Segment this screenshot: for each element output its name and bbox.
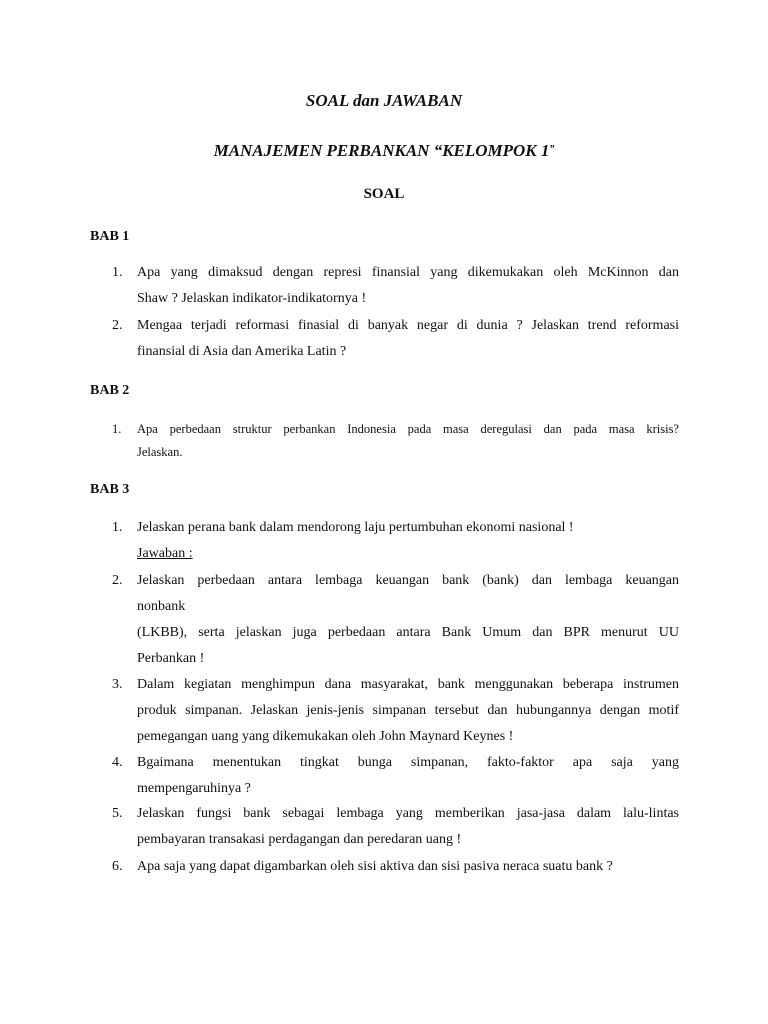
question-line: Mengaa terjadi reformasi finasial di banyak negar di dunia ? Jelaskan trend reformasi	[137, 318, 679, 333]
question-number: 1.	[112, 265, 123, 280]
question-line: nonbank	[137, 599, 186, 614]
question-line: Jelaskan fungsi bank sebagai lembaga yang memberikan jasa-jasa dalam lalu-lintas	[137, 806, 679, 821]
question-line: Bgaimana menentukan tingkat bunga simpanan, fakto-faktor apa saja yang	[137, 755, 679, 770]
question-line: (LKBB), serta jelaskan juga perbedaan antara Bank Umum dan BPR menurut UU	[137, 625, 679, 640]
question-line: Shaw ? Jelaskan indikator-indikatornya !	[137, 291, 367, 306]
question-number: 1.	[112, 422, 122, 436]
question-line: mempengaruhinya ?	[137, 781, 251, 796]
question-line: pemegangan uang yang dikemukakan oleh John Maynard Keynes !	[137, 729, 514, 744]
question-number: 2.	[112, 573, 123, 588]
bab1-heading: BAB 1	[90, 229, 130, 244]
question-number: 6.	[112, 859, 123, 874]
question-number: 1.	[112, 520, 123, 535]
bab3-heading: BAB 3	[90, 482, 130, 497]
subtitle-closing-quote: ”	[549, 144, 555, 155]
section-heading: SOAL	[363, 186, 405, 202]
question-line: produk simpanan. Jelaskan jenis-jenis simpanan tersebut dan hubungannya dengan motif	[137, 703, 679, 718]
question-line: Perbankan !	[137, 651, 205, 666]
answer-label: Jawaban :	[137, 546, 193, 561]
subtitle-text: MANAJEMEN PERBANKAN “KELOMPOK 1	[213, 141, 550, 160]
document-subtitle	[0, 141, 768, 161]
question-number: 2.	[112, 318, 123, 333]
question-line: Jelaskan perbedaan antara lembaga keuangan bank (bank) dan lembaga keuangan	[137, 573, 679, 588]
question-line: pembayaran transakasi perdagangan dan peredaran uang !	[137, 832, 462, 847]
question-line: Jelaskan.	[137, 445, 183, 459]
question-line: Apa saja yang dapat digambarkan oleh sisi aktiva dan sisi pasiva neraca suatu bank ?	[137, 859, 613, 874]
bab2-heading: BAB 2	[90, 383, 130, 398]
question-line: Dalam kegiatan menghimpun dana masyarakat, bank menggunakan beberapa instrumen	[137, 677, 679, 692]
question-line: Apa perbedaan struktur perbankan Indonesia pada masa deregulasi dan pada masa krisis?	[137, 422, 679, 436]
question-number: 3.	[112, 677, 123, 692]
question-number: 4.	[112, 755, 123, 770]
question-line: Jelaskan perana bank dalam mendorong laju pertumbuhan ekonomi nasional !	[137, 520, 574, 535]
question-line: Apa yang dimaksud dengan represi finansial yang dikemukakan oleh McKinnon dan	[137, 265, 679, 280]
question-number: 5.	[112, 806, 123, 821]
question-line: finansial di Asia dan Amerika Latin ?	[137, 344, 347, 359]
document-title: SOAL dan JAWABAN	[305, 91, 463, 110]
